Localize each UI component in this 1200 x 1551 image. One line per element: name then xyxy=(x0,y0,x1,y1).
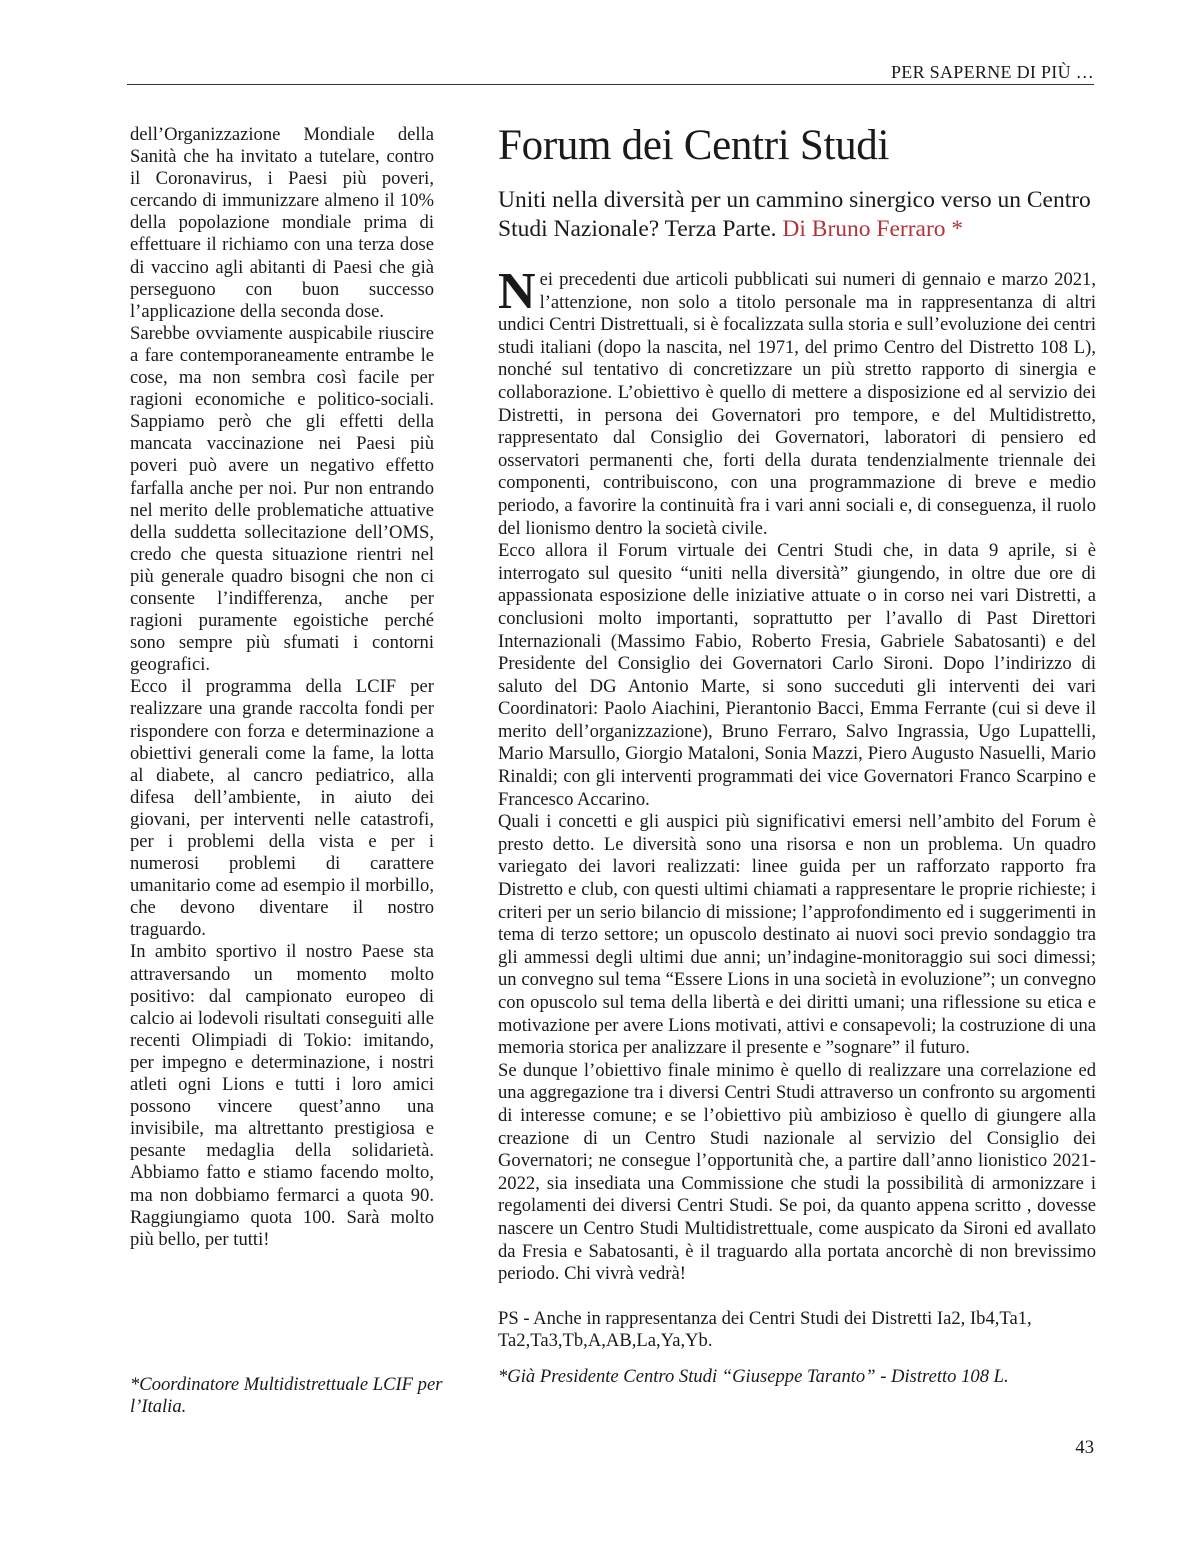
subtitle-text: Uniti nella diversità per un cammino sinergico verso un Centro Studi Nazionale? Terza Parte. xyxy=(498,187,1091,242)
left-footnote: *Coordinatore Multidistrettuale LCIF per l’Italia. xyxy=(130,1374,443,1417)
article-body xyxy=(498,263,1096,1286)
section-label: PER SAPERNE DI PIÙ … xyxy=(890,62,1094,82)
article-paragraph: Se dunque l’obiettivo finale minimo è quello di realizzare una correlazione ed una aggregazione tra i diversi Centri Studi attraverso un confronto su argomenti di interesse comune; e se l’obiettivo più ambizioso è quello di giungere alla creazione di un Centro Studi nazionale al servizio del Consiglio dei Governatori; ne consegue l’opportunità che, a partire dall’anno lionistico 2021-2022, sia insediata una Commissione che studi la possibilità di armonizzare i regolamenti dei diversi Centri Studi. Se poi, da quanto appena scritto , dovesse nascere un Centro Studi Multidistrettuale, come auspicato da Sironi ed avallato da Fresia e Sabatosanti, è il traguardo alla portata ancorchè di non brevissimo periodo. Chi vivrà vedrà! xyxy=(498,1059,1096,1285)
left-column xyxy=(130,124,434,1251)
article xyxy=(498,120,1096,1388)
article-author: Di Bruno Ferraro * xyxy=(782,216,964,242)
left-paragraph: Ecco il programma della LCIF per realizzare una grande raccolta fondi per rispondere con forza e determinazione a obiettivi generali come la fame, la lotta al diabete, al cancro pediatrico, alla difesa dell’ambiente, in aiuto dei giovani, per interventi nelle catastrofi, per i problemi della vista e per i numerosi problemi di carattere umanitario come ad esempio il morbillo, che devono diventare il nostro traguardo. xyxy=(130,676,434,941)
header-divider xyxy=(127,84,1094,85)
first-paragraph-text: ei precedenti due articoli pubblicati sui numeri di gennaio e marzo 2021, l’attenzione, non solo a titolo personale ma in rappresentanza di altri undici Centri Distrettuali, si è focalizzata sulla storia e sull’evoluzione dei centri studi italiani (dopo la nascita, nel 1971, del primo Centro del Distretto 108 L), nonché sul tentativo di concretizzare un più stretto rapporto di sinergia e collaborazione. L’obiettivo è quello di mettere a disposizione ed al servizio dei Distretti, in persona dei Governatori pro tempore, e del Multidistretto, rappresentato dal Consiglio dei Governatori, laboratori di pensiero ed osservatori permanenti che, forti della durata tendenzialmente triennale dei componenti, contribuiscono, con una programmazione di breve e medio periodo, a favorire la continuità fra i vari anni sociali e, di conseguenza, il ruolo del lionismo dentro la società civile. xyxy=(498,269,1096,539)
article-paragraph: Ecco allora il Forum virtuale dei Centri Studi che, in data 9 aprile, si è interrogato sul quesito “uniti nella diversità” giungendo, in oltre due ore di appassionata esposizione delle iniziative attuate o in corso nei vari Distretti, a conclusioni molto importanti, soprattutto per l’avallo di Past Direttori Internazionali (Massimo Fabio, Roberto Fresia, Gabriele Sabatosanti) e del Presidente del Consiglio dei Governatori Carlo Sironi. Dopo l’indirizzo di saluto del DG Antonio Marte, si sono succeduti gli interventi dei vari Coordinatori: Paolo Aiachini, Pierantonio Bacci, Emma Ferrante (cui si deve il merito dell’organizzazione), Bruno Ferraro, Salvo Ingrassia, Ugo Lupattelli, Mario Marsullo, Giorgio Mataloni, Sonia Mazzi, Piero Augusto Nasuelli, Mario Rinaldi; con gli interventi programmati dei vice Governatori Franco Scarpino e Francesco Accarino. xyxy=(498,540,1096,810)
article-footnote: *Già Presidente Centro Studi “Giuseppe Taranto” - Distretto 108 L. xyxy=(498,1365,1009,1387)
article-title: Forum dei Centri Studi xyxy=(498,122,890,169)
article-paragraph xyxy=(498,263,1096,540)
article-subtitle xyxy=(498,186,1096,244)
article-paragraph: Quali i concetti e gli auspici più significativi emersi nell’ambito del Forum è presto detto. Le diversità sono una risorsa e non un problema. Un quadro variegato dei lavori realizzati: linee guida per un rafforzato rapporto fra Distretto e club, con questi ultimi chiamati a rappresentare le proprie richieste; i criteri per un serio bilancio di missione; l’approfondimento ed i suggerimenti in tema di terzo settore; un opuscolo destinato ai nuovi soci previo sondaggio tra gli ammessi degli ultimi due anni; un’indagine-monitoraggio sui soci dimessi; un convegno sul tema “Essere Lions in una società in evoluzione”; un convegno con opuscolo sul tema della libertà e dei diritti umani; una riflessione su etica e motivazione per avere Lions motivati, attivi e consapevoli; la costruzione di una memoria storica per analizzare il presente e ”sognare” il futuro. xyxy=(498,811,1096,1059)
drop-cap: N xyxy=(498,263,536,320)
left-paragraph: In ambito sportivo il nostro Paese sta attraversando un momento molto positivo: dal campionato europeo di calcio ai lodevoli risultati conseguiti alle recenti Olimpiadi di Tokio: imitando, per impegno e determinazione, i nostri atleti ogni Lions e tutti i loro amici possono vincere quest’anno una invisibile, ma altrettanto prestigiosa e pesante medaglia della solidarietà. Abbiamo fatto e stiamo facendo molto, ma non dobbiamo fermarci a quota 90. Raggiungiamo quota 100. Sarà molto più bello, per tutti! xyxy=(130,941,434,1250)
left-paragraph: dell’Organizzazione Mondiale della Sanità che ha invitato a tutelare, contro il Coronavirus, i Paesi più poveri, cercando di immunizzare almeno il 10% della popolazione mondiale prima di effettuare il richiamo con una terza dose di vaccino agli abitanti di Paesi che già perseguono con buon successo l’applicazione della seconda dose. xyxy=(130,124,434,322)
article-ps: PS - Anche in rappresentanza dei Centri Studi dei Distretti Ia2, Ib4,Ta1, Ta2,Ta3,Tb,A,AB,La,Ya,Yb. xyxy=(498,1307,1032,1352)
page-number: 43 xyxy=(1075,1437,1094,1458)
left-paragraph: Sarebbe ovviamente auspicabile riuscire a fare contemporaneamente entrambe le cose, ma non sembra così facile per ragioni economiche e politico-sociali. Sappiamo però che gli effetti della mancata vaccinazione nei Paesi più poveri può avere un negativo effetto farfalla anche per noi. Pur non entrando nel merito delle problematiche attuative della suddetta sollecitazione dell’OMS, credo che questa situazione rientri nel più generale quadro bisogni che non ci consente l’indifferenza, anche per ragioni puramente egoistiche perché sono sempre più sfumati i contorni geografici. xyxy=(130,322,434,676)
